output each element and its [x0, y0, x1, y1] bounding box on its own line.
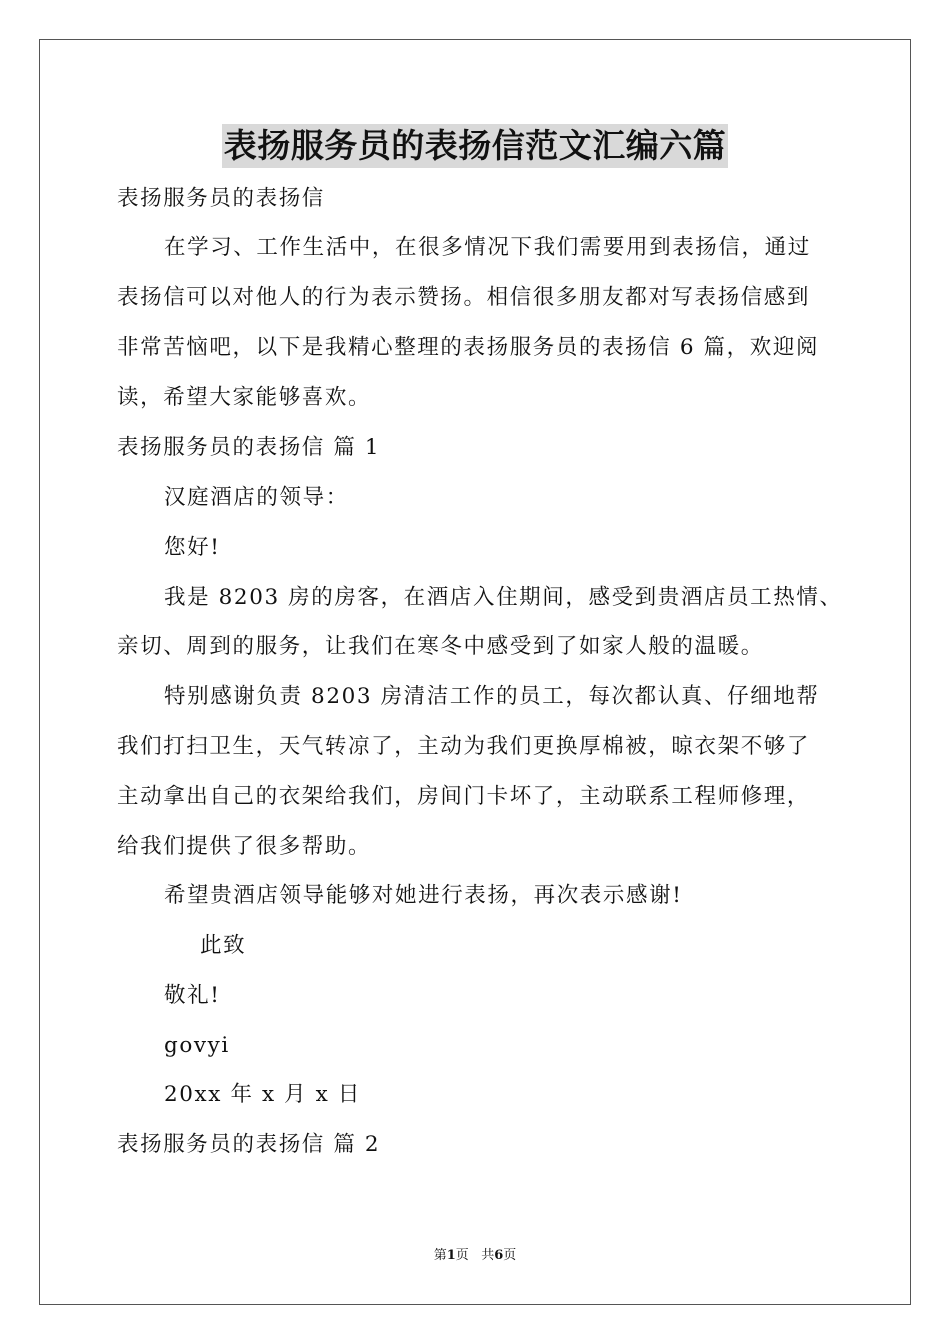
text-line: 亲切、周到的服务，让我们在寒冬中感受到了如家人般的温暖。 — [117, 634, 764, 659]
text-line: 希望贵酒店领导能够对她进行表扬，再次表示感谢! — [164, 883, 683, 908]
footer-total-pages: 6 — [494, 1248, 504, 1263]
footer-mid: 页 共 — [455, 1248, 495, 1263]
text-line: 表扬服务员的表扬信 — [117, 186, 325, 211]
text-line: 我是 8203 房的房客，在酒店入住期间，感受到贵酒店员工热情、 — [164, 585, 843, 610]
text-line: 您好! — [164, 535, 221, 560]
text-line: 20xx 年 x 月 x 日 — [164, 1082, 361, 1107]
text-line: 我们打扫卫生，天气转凉了，主动为我们更换厚棉被，晾衣架不够了 — [117, 734, 811, 759]
text-line: 敬礼! — [164, 983, 221, 1008]
text-line: 汉庭酒店的领导： — [164, 485, 349, 510]
text-line: 给我们提供了很多帮助。 — [117, 834, 372, 859]
footer-suffix: 页 — [503, 1248, 517, 1263]
text-line: 读，希望大家能够喜欢。 — [117, 385, 372, 410]
document-title: 表扬服务员的表扬信范文汇编六篇 — [222, 124, 729, 168]
text-line: 非常苦恼吧，以下是我精心整理的表扬服务员的表扬信 6 篇，欢迎阅 — [117, 335, 820, 360]
document-title-wrap — [0, 124, 950, 168]
text-line: 主动拿出自己的衣架给我们，房间门卡坏了，主动联系工程师修理， — [117, 784, 811, 809]
text-line: 在学习、工作生活中，在很多情况下我们需要用到表扬信，通过 — [164, 235, 811, 260]
page-footer — [0, 1247, 950, 1265]
text-line: 表扬信可以对他人的行为表示赞扬。相信很多朋友都对写表扬信感到 — [117, 285, 811, 310]
page-border — [39, 39, 911, 1305]
footer-prefix: 第 — [433, 1248, 447, 1263]
text-line: 特别感谢负责 8203 房清洁工作的员工，每次都认真、仔细地帮 — [164, 684, 820, 709]
section-heading: 表扬服务员的表扬信 篇 1 — [117, 435, 381, 460]
footer-current-page: 1 — [446, 1248, 456, 1263]
text-line: govyi — [164, 1033, 230, 1058]
text-line: 此致 — [200, 933, 247, 958]
section-heading: 表扬服务员的表扬信 篇 2 — [117, 1132, 381, 1157]
